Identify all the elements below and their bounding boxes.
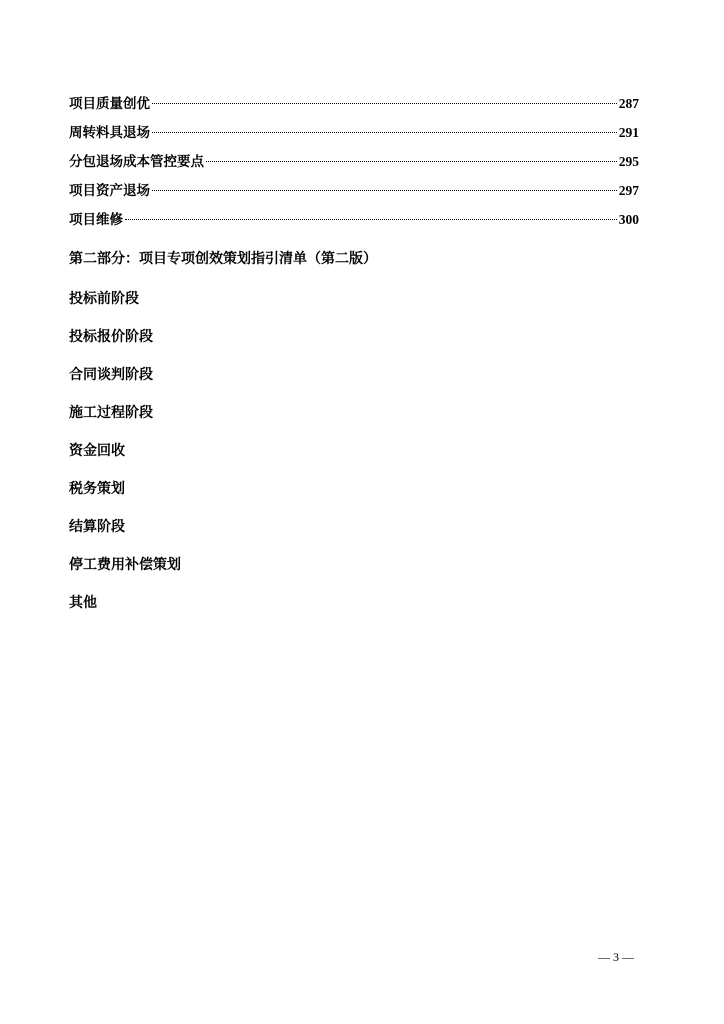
table-of-contents <box>69 92 639 237</box>
list-item[interactable]: 施工过程阶段 <box>69 405 153 421</box>
toc-entry-title: 项目维修 <box>69 212 123 228</box>
list-item[interactable]: 合同谈判阶段 <box>69 367 153 383</box>
toc-entry-title: 项目质量创优 <box>69 96 150 112</box>
toc-dot-leader <box>152 103 617 104</box>
list-item[interactable]: 投标前阶段 <box>69 291 139 307</box>
toc-entry[interactable] <box>69 92 639 121</box>
toc-entry-title: 周转料具退场 <box>69 125 150 141</box>
toc-dot-leader <box>125 219 617 220</box>
list-item[interactable]: 资金回收 <box>69 443 125 459</box>
toc-entry[interactable] <box>69 208 639 237</box>
toc-dot-leader <box>152 190 617 191</box>
toc-entry-page: 287 <box>618 96 639 111</box>
toc-entry-title: 分包退场成本管控要点 <box>69 154 204 170</box>
list-item[interactable]: 其他 <box>69 595 97 611</box>
page-number: — 3 — <box>598 950 634 964</box>
toc-entry-page: 295 <box>618 154 639 169</box>
list-item[interactable]: 结算阶段 <box>69 519 125 535</box>
toc-dot-leader <box>152 132 617 133</box>
toc-entry-page: 291 <box>618 125 639 140</box>
toc-entry[interactable] <box>69 179 639 208</box>
list-item[interactable]: 税务策划 <box>69 481 125 497</box>
toc-entry-page: 300 <box>618 212 639 227</box>
toc-entry[interactable] <box>69 150 639 179</box>
list-item[interactable]: 投标报价阶段 <box>69 329 153 345</box>
part-two-heading[interactable]: 第二部分：项目专项创效策划指引清单（第二版） <box>69 251 377 267</box>
part-two-list <box>69 288 181 630</box>
list-item[interactable]: 停工费用补偿策划 <box>69 557 181 573</box>
toc-entry[interactable] <box>69 121 639 150</box>
toc-entry-title: 项目资产退场 <box>69 183 150 199</box>
toc-entry-page: 297 <box>618 183 639 198</box>
toc-dot-leader <box>206 161 617 162</box>
